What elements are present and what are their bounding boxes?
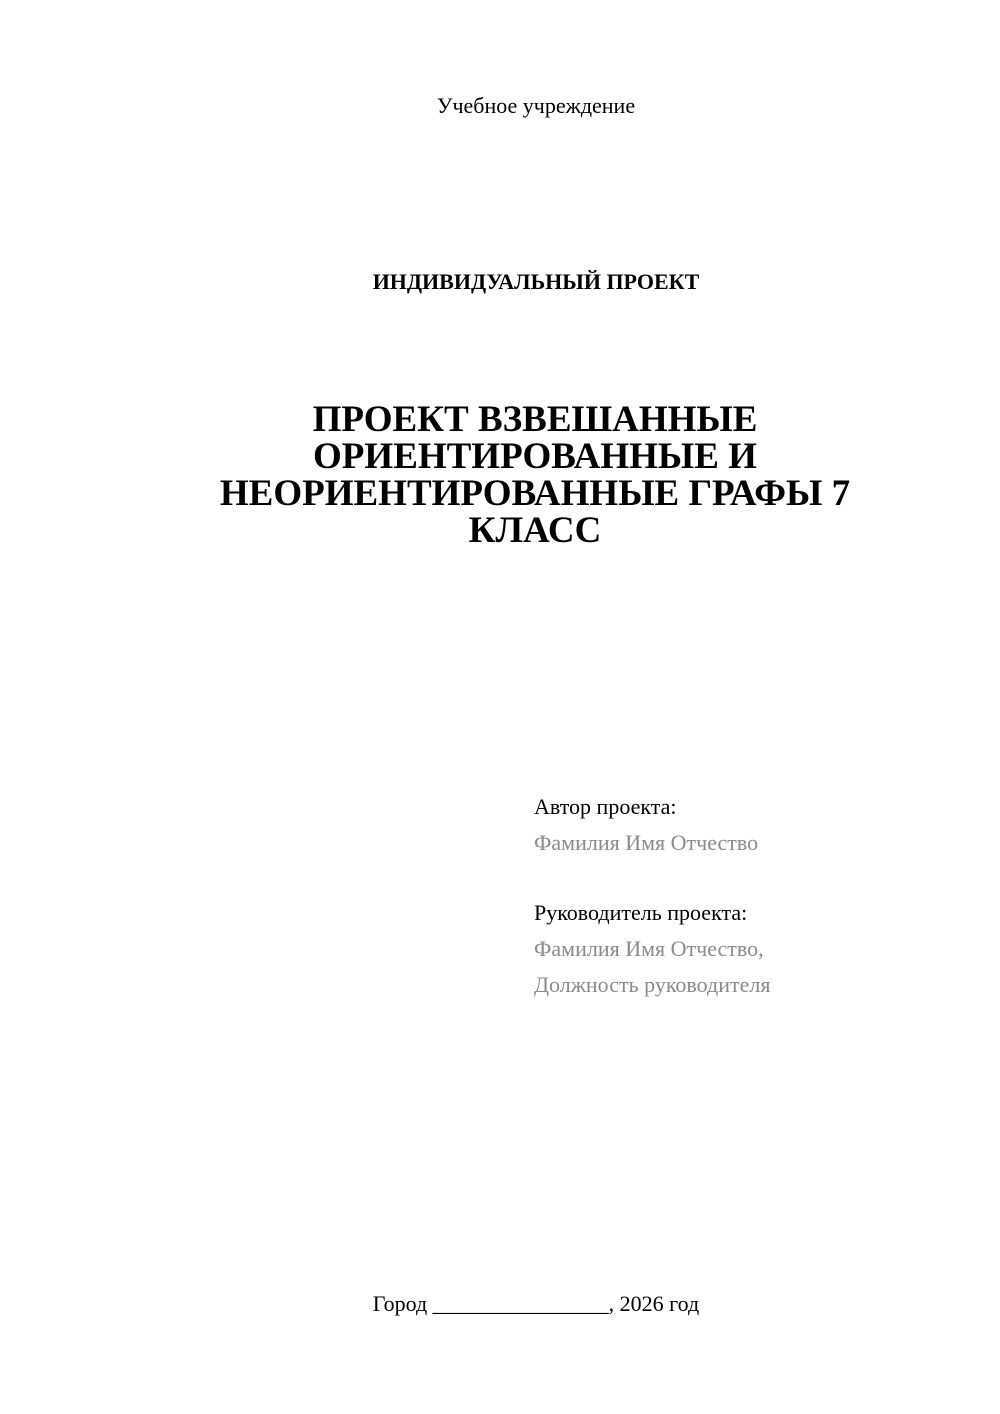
credits-spacer [534, 861, 770, 895]
project-title: ПРОЕКТ ВЗВЕШАННЫЕ ОРИЕНТИРОВАННЫЕ И НЕОРИЕНТИРОВАННЫЕ ГРАФЫ 7 КЛАСС [219, 399, 851, 551]
project-credits [534, 789, 770, 1003]
supervisor-position: Должность руководителя [534, 972, 771, 997]
project-type-heading: ИНДИВИДУАЛЬНЫЙ ПРОЕКТ [372, 269, 700, 294]
institution-name: Учебное учреждение [436, 93, 636, 118]
supervisor-name: Фамилия Имя Отчество, [534, 936, 764, 961]
supervisor-label: Руководитель проекта: [534, 900, 748, 925]
author-name: Фамилия Имя Отчество [534, 830, 759, 855]
author-label: Автор проекта: [534, 794, 677, 819]
city-year-line: Город ________________, 2026 год [372, 1291, 700, 1316]
